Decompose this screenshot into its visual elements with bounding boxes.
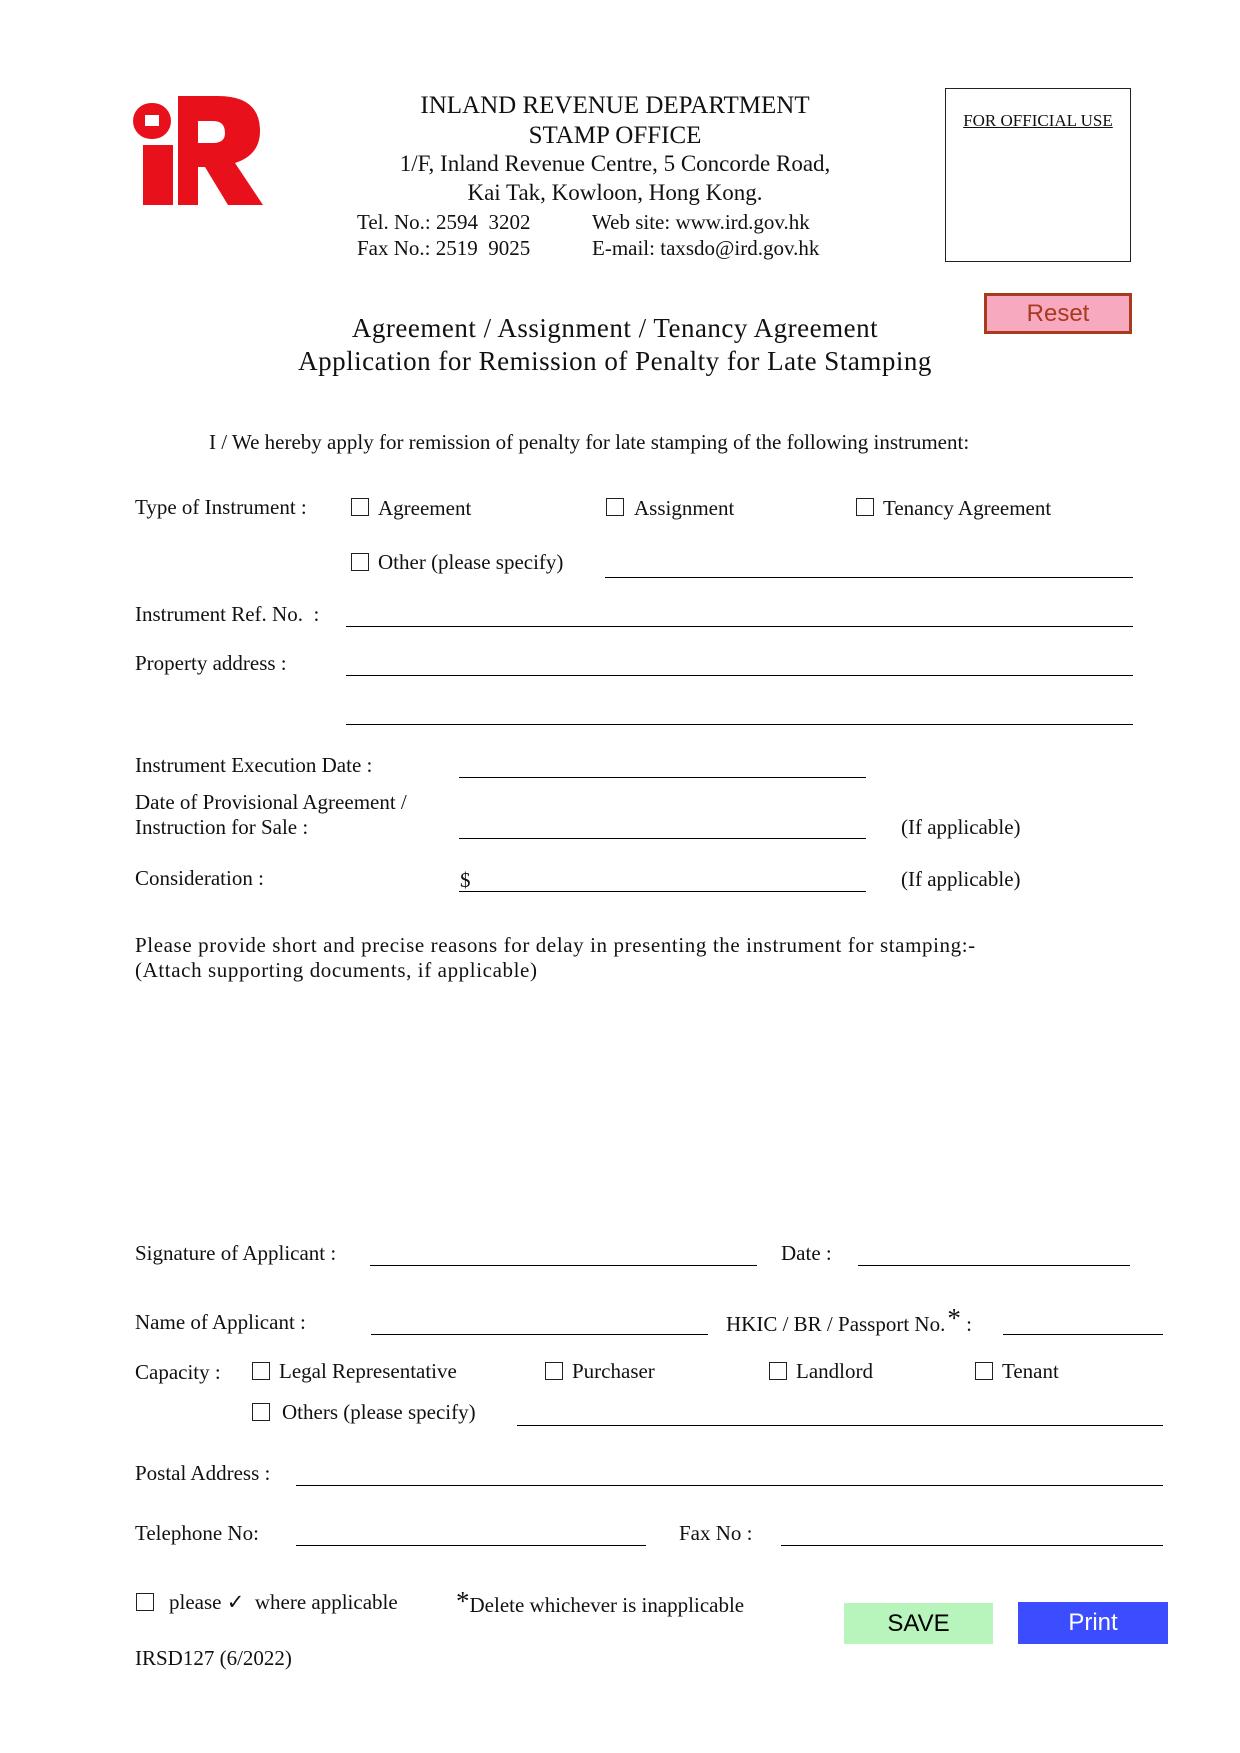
intro-text: I / We hereby apply for remission of penalty for late stamping of the following instrument:	[209, 430, 970, 454]
department-name: INLAND REVENUE DEPARTMENT	[420, 92, 810, 119]
tenancy-agreement-checkbox[interactable]	[856, 498, 874, 516]
type-of-instrument-label: Type of Instrument :	[135, 495, 307, 519]
signature-label: Signature of Applicant :	[135, 1241, 337, 1265]
other-instrument-field[interactable]	[605, 577, 1133, 578]
email: E-mail: taxsdo@ird.gov.hk	[592, 236, 820, 260]
applicant-name-label: Name of Applicant :	[135, 1310, 306, 1334]
legend-where-applicable: where applicable	[254, 1590, 398, 1614]
reasons-textarea[interactable]	[135, 990, 1133, 1210]
purchaser-checkbox[interactable]	[545, 1362, 563, 1380]
tick-icon: ✓	[226, 1590, 245, 1614]
tenant-label: Tenant	[1002, 1359, 1059, 1383]
form-code: IRSD127 (6/2022)	[135, 1646, 292, 1670]
consideration-field[interactable]	[459, 891, 866, 892]
provisional-agreement-label-2: Instruction for Sale :	[135, 815, 309, 839]
save-button[interactable]: SAVE	[844, 1603, 993, 1644]
form-title-line-1: Agreement / Assignment / Tenancy Agreement	[351, 313, 879, 343]
purchaser-label: Purchaser	[572, 1359, 655, 1383]
reasons-instruction: Please provide short and precise reasons for delay in presenting the instrument for stamping:-	[135, 933, 976, 957]
instrument-ref-field[interactable]	[346, 626, 1133, 627]
delete-note-asterisk: *	[456, 1586, 470, 1616]
signature-field[interactable]	[370, 1265, 757, 1266]
tenant-checkbox[interactable]	[975, 1362, 993, 1380]
fax-field[interactable]	[781, 1545, 1163, 1546]
others-capacity-label: Others (please specify)	[282, 1400, 476, 1424]
id-number-field[interactable]	[1003, 1334, 1163, 1335]
assignment-checkbox[interactable]	[606, 498, 624, 516]
applicant-name-field[interactable]	[371, 1334, 708, 1335]
agreement-checkbox[interactable]	[351, 498, 369, 516]
id-colon: :	[966, 1312, 972, 1336]
if-applicable-note-1: (If applicable)	[901, 815, 1021, 839]
currency-symbol: $	[460, 868, 471, 892]
execution-date-label: Instrument Execution Date :	[135, 753, 373, 777]
property-address-field-1[interactable]	[346, 675, 1133, 676]
fax-label: Fax No :	[679, 1521, 753, 1545]
others-capacity-field[interactable]	[517, 1425, 1163, 1426]
reasons-attach-note: (Attach supporting documents, if applicable)	[135, 958, 538, 982]
telephone-field[interactable]	[296, 1545, 646, 1546]
date-field[interactable]	[858, 1265, 1130, 1266]
id-asterisk: *	[947, 1303, 961, 1333]
legend-checkbox-sample	[136, 1593, 154, 1611]
legend-note	[169, 1590, 398, 1615]
property-address-label: Property address :	[135, 651, 287, 675]
others-capacity-checkbox[interactable]	[252, 1403, 270, 1421]
provisional-agreement-label-1: Date of Provisional Agreement /	[135, 790, 407, 814]
form-title-line-2: Application for Remission of Penalty for Late Stamping	[298, 346, 932, 376]
official-use-label: FOR OFFICIAL USE	[963, 111, 1113, 130]
reset-button[interactable]: Reset	[984, 293, 1132, 334]
id-number-label-text: HKIC / BR / Passport No.	[726, 1312, 946, 1336]
legal-representative-label: Legal Representative	[279, 1359, 457, 1383]
landlord-checkbox[interactable]	[769, 1362, 787, 1380]
id-number-label	[726, 1303, 972, 1338]
delete-note	[456, 1588, 744, 1619]
execution-date-field[interactable]	[459, 777, 866, 778]
legal-representative-checkbox[interactable]	[252, 1362, 270, 1380]
if-applicable-note-2: (If applicable)	[901, 867, 1021, 891]
delete-note-text: Delete whichever is inapplicable	[469, 1593, 745, 1617]
other-instrument-checkbox[interactable]	[351, 553, 369, 571]
office-name: STAMP OFFICE	[528, 122, 702, 149]
capacity-label: Capacity :	[135, 1360, 221, 1384]
official-use-box	[945, 88, 1131, 262]
date-label: Date :	[781, 1241, 832, 1265]
address-line-1: 1/F, Inland Revenue Centre, 5 Concorde Road,	[399, 151, 831, 176]
legend-please: please	[169, 1590, 222, 1614]
fax-number: Fax No.: 2519 9025	[357, 236, 531, 260]
address-line-2: Kai Tak, Kowloon, Hong Kong.	[467, 180, 763, 205]
consideration-label: Consideration :	[135, 866, 264, 890]
other-instrument-label: Other (please specify)	[378, 550, 564, 574]
postal-address-label: Postal Address :	[135, 1461, 271, 1485]
property-address-field-2[interactable]	[346, 724, 1133, 725]
telephone-number: Tel. No.: 2594 3202	[357, 210, 531, 234]
provisional-agreement-date-field[interactable]	[459, 838, 866, 839]
postal-address-field[interactable]	[296, 1485, 1163, 1486]
instrument-ref-label: Instrument Ref. No. :	[135, 602, 320, 626]
ird-logo	[133, 93, 268, 208]
landlord-label: Landlord	[796, 1359, 873, 1383]
agreement-label: Agreement	[378, 496, 472, 520]
telephone-label: Telephone No:	[135, 1521, 259, 1545]
print-button[interactable]: Print	[1018, 1602, 1168, 1644]
website: Web site: www.ird.gov.hk	[592, 210, 810, 234]
assignment-label: Assignment	[634, 496, 735, 520]
tenancy-agreement-label: Tenancy Agreement	[883, 496, 1052, 520]
